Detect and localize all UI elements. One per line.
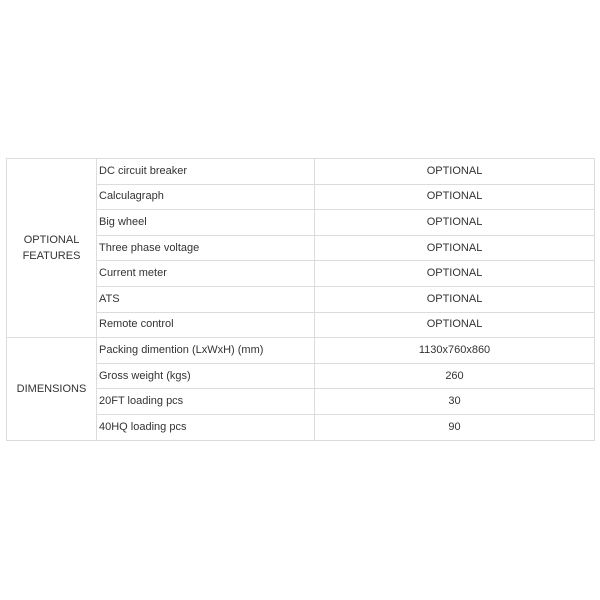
spec-table: [6, 158, 595, 441]
row-value: OPTIONAL: [315, 159, 595, 185]
row-label: 40HQ loading pcs: [97, 414, 315, 440]
row-value: 30: [315, 389, 595, 415]
group-cell-optional-features: [7, 159, 97, 338]
table-row: [7, 159, 595, 185]
row-value: OPTIONAL: [315, 210, 595, 236]
group-title-line: DIMENSIONS: [16, 382, 87, 395]
row-label: Packing dimention (LxWxH) (mm): [97, 338, 315, 364]
row-value: 90: [315, 414, 595, 440]
row-label: Remote control: [97, 312, 315, 338]
table-row: [7, 338, 595, 364]
row-label: Three phase voltage: [97, 235, 315, 261]
row-label: 20FT loading pcs: [97, 389, 315, 415]
row-label: Current meter: [97, 261, 315, 287]
group-title-line: OPTIONAL: [23, 234, 80, 247]
row-value: OPTIONAL: [315, 286, 595, 312]
group-cell-dimensions: [7, 338, 97, 440]
row-value: 1130x760x860: [315, 338, 595, 364]
group-title-line: FEATURES: [22, 250, 81, 263]
row-label: Gross weight (kgs): [97, 363, 315, 389]
row-label: DC circuit breaker: [97, 159, 315, 185]
row-label: Big wheel: [97, 210, 315, 236]
row-label: Calculagraph: [97, 184, 315, 210]
row-label: ATS: [97, 286, 315, 312]
row-value: 260: [315, 363, 595, 389]
row-value: OPTIONAL: [315, 261, 595, 287]
row-value: OPTIONAL: [315, 184, 595, 210]
row-value: OPTIONAL: [315, 235, 595, 261]
row-value: OPTIONAL: [315, 312, 595, 338]
